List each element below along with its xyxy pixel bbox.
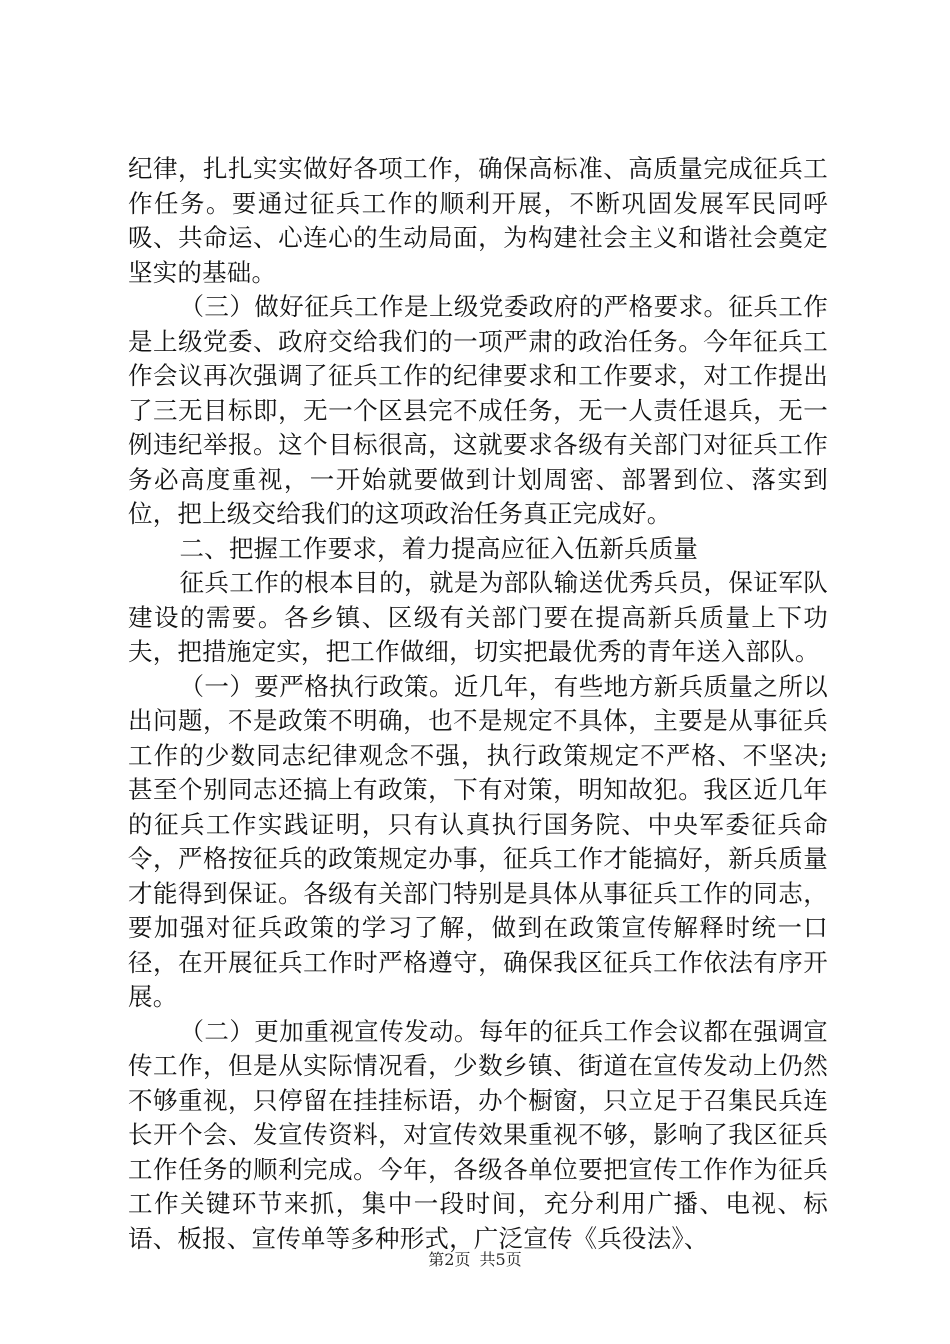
paragraph-2: （三）做好征兵工作是上级党委政府的严格要求。征兵工作是上级党委、政府交给我们的一项严肃的政治任务。今年征兵工作会议再次强调了征兵工作的纪律要求和工作要求，对工作提出了三无目标即，无一个区县完不成任务，无一人责任退兵，无一例违纪举报。这个目标很高，这就要求各级有关部门对征兵工作务必高度重视，一开始就要做到计划周密、部署到位、落实到位，把上级交给我们的这项政治任务真正完成好。 [128,292,828,528]
page-number: 第2页 [428,1250,471,1269]
page-total: 共5页 [479,1250,522,1269]
paragraph-5: （二）更加重视宣传发动。每年的征兵工作会议都在强调宣传工作，但是从实际情况看，少数乡镇、街道在宣传发动上仍然不够重视，只停留在挂挂标语，办个橱窗，只立足于召集民兵连长开个会、发宣传资料，对宣传效果重视不够，影响了我区征兵工作任务的顺利完成。今年，各级各单位要把宣传工作作为征兵工作关键环节来抓，集中一段时间，充分利用广播、电视、标语、板报、宣传单等多种形式，广泛宣传《兵役法》、 [128,1016,828,1253]
document-body [128,152,828,1256]
section-heading: 二、把握工作要求，着力提高应征入伍新兵质量 [179,533,699,563]
paragraph-4: （一）要严格执行政策。近几年，有些地方新兵质量之所以出问题，不是政策不明确，也不是规定不具体，主要是从事征兵工作的少数同志纪律观念不强，执行政策规定不严格、不坚决;甚至个别同志还搞上有政策，下有对策，明知故犯。我区近几年的征兵工作实践证明，只有认真执行国务院、中央军委征兵命令，严格按征兵的政策规定办事，征兵工作才能搞好，新兵质量才能得到保证。各级有关部门特别是具体从事征兵工作的同志，要加强对征兵政策的学习了解，做到在政策宣传解释时统一口径，在开展征兵工作时严格遵守，确保我区征兵工作依法有序开展。 [128,671,828,1011]
page-footer [0,1247,950,1270]
paragraph-3: 征兵工作的根本目的，就是为部队输送优秀兵员，保证军队建设的需要。各乡镇、区级有关部门要在提高新兵质量上下功夫，把措施定实，把工作做细，切实把最优秀的青年送入部队。 [128,568,828,666]
paragraph-1: 纪律，扎扎实实做好各项工作，确保高标准、高质量完成征兵工作任务。要通过征兵工作的顺利开展，不断巩固发展军民同呼吸、共命运、心连心的生动局面，为构建社会主义和谐社会奠定坚实的基础。 [128,154,828,287]
